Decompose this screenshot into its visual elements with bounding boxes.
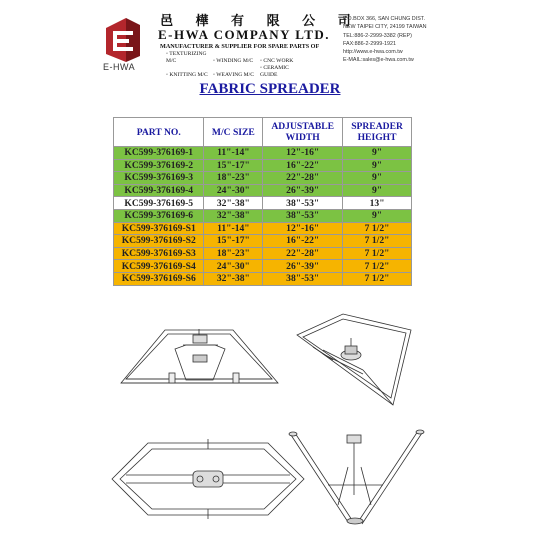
contact-address-1: P.O.BOX 366, SAN CHUNG DIST. (343, 16, 425, 22)
mc-size-cell: 32"-38" (204, 272, 263, 285)
spreader-height-cell: 9" (343, 184, 412, 197)
mc-size-cell: 32"-38" (204, 209, 263, 222)
spreader-front-view-drawing (113, 325, 283, 390)
category-item: ◦ TEXTURIZING M/C (166, 51, 207, 64)
adjustable-width-cell: 22"-28" (263, 172, 343, 185)
company-logo (100, 18, 144, 62)
table-row (114, 184, 412, 197)
header-mc-size: M/C SIZE (204, 118, 263, 147)
part-no-cell: KC599-376169-6 (114, 209, 204, 222)
contact-tel: TEL:886-2-2999-3382 (REP) (343, 32, 412, 39)
part-no-cell: KC599-376169-1 (114, 147, 204, 160)
spreader-top-view-drawing (108, 437, 308, 522)
mc-size-cell: 18"-23" (204, 247, 263, 260)
spreader-height-cell: 9" (343, 159, 412, 172)
adjustable-width-cell: 26"-39" (263, 184, 343, 197)
spreader-height-cell: 9" (343, 147, 412, 160)
table-row (114, 159, 412, 172)
contact-address-2: NEW TAIPEI CITY, 24199 TAIWAN (343, 24, 427, 31)
mc-size-cell: 18"-23" (204, 172, 263, 185)
adjustable-width-cell: 12"-16" (263, 222, 343, 235)
category-item: ◦ WEAVING M/C (213, 72, 254, 78)
product-categories (166, 51, 307, 79)
category-item: ◦ KNITTING M/C (166, 72, 208, 78)
part-no-cell: KC599-376169-S3 (114, 247, 204, 260)
table-row (114, 172, 412, 185)
mc-size-cell: 15"-17" (204, 159, 263, 172)
company-name-english: E-HWA COMPANY LTD. (158, 27, 331, 42)
mc-size-cell: 24"-30" (204, 184, 263, 197)
header-spreader-height: SPREADER HEIGHT (343, 118, 412, 147)
part-no-cell: KC599-376169-S4 (114, 260, 204, 273)
spreader-height-cell: 7 1/2" (343, 272, 412, 285)
spec-table (113, 117, 412, 286)
category-item: ◦ WINDING M/C (213, 58, 254, 64)
part-no-cell: KC599-376169-5 (114, 197, 204, 210)
header-adjustable-width: ADJUSTABLE WIDTH (263, 118, 343, 147)
spreader-height-cell: 9" (343, 172, 412, 185)
part-no-cell: KC599-376169-3 (114, 172, 204, 185)
company-name-chinese: 邑 樺 有 限 公 司 (160, 14, 360, 29)
contact-email[interactable]: E-MAIL:sales@e-hwa.com.tw (343, 57, 414, 64)
table-row (114, 209, 412, 222)
mc-size-cell: 24"-30" (204, 260, 263, 273)
contact-info (343, 15, 426, 65)
header-part-no: PART NO. (114, 118, 204, 147)
spreader-height-cell: 7 1/2" (343, 235, 412, 248)
table-row (114, 272, 412, 285)
mc-size-cell: 11"-14" (204, 222, 263, 235)
spreader-height-cell: 9" (343, 209, 412, 222)
page-title: FABRIC SPREADER (199, 81, 341, 97)
spreader-height-cell: 7 1/2" (343, 222, 412, 235)
contact-website[interactable]: http://www.e-hwa.com.tw (343, 49, 403, 56)
table-row (114, 222, 412, 235)
part-no-cell: KC599-376169-S6 (114, 272, 204, 285)
adjustable-width-cell: 38"-53" (263, 272, 343, 285)
table-row (114, 197, 412, 210)
category-item: ◦ CNC WORK (260, 58, 294, 64)
adjustable-width-cell: 38"-53" (263, 197, 343, 210)
mc-size-cell: 32"-38" (204, 197, 263, 210)
page-title-wrap (0, 80, 540, 98)
spreader-height-cell: 13" (343, 197, 412, 210)
spreader-height-cell: 7 1/2" (343, 260, 412, 273)
adjustable-width-cell: 16"-22" (263, 159, 343, 172)
spreader-stand-view-drawing (283, 425, 428, 525)
adjustable-width-cell: 22"-28" (263, 247, 343, 260)
logo-text: E-HWA (103, 62, 136, 72)
spreader-height-cell: 7 1/2" (343, 247, 412, 260)
contact-fax: FAX:886-2-2999-1921 (343, 40, 397, 47)
part-no-cell: KC599-376169-2 (114, 159, 204, 172)
mc-size-cell: 15"-17" (204, 235, 263, 248)
table-row (114, 247, 412, 260)
adjustable-width-cell: 12"-16" (263, 147, 343, 160)
part-no-cell: KC599-376169-S1 (114, 222, 204, 235)
spreader-isometric-view-drawing (293, 310, 423, 410)
table-row (114, 260, 412, 273)
part-no-cell: KC599-376169-4 (114, 184, 204, 197)
table-row (114, 235, 412, 248)
company-tagline: MANUFACTURER & SUPPLIER FOR SPARE PARTS OF (160, 43, 320, 50)
mc-size-cell: 11"-14" (204, 147, 263, 160)
spec-table-body (114, 147, 412, 286)
adjustable-width-cell: 38"-53" (263, 209, 343, 222)
adjustable-width-cell: 16"-22" (263, 235, 343, 248)
part-no-cell: KC599-376169-S2 (114, 235, 204, 248)
adjustable-width-cell: 26"-39" (263, 260, 343, 273)
category-item: ◦ CERAMIC GUIDE (260, 65, 289, 78)
table-row (114, 147, 412, 160)
